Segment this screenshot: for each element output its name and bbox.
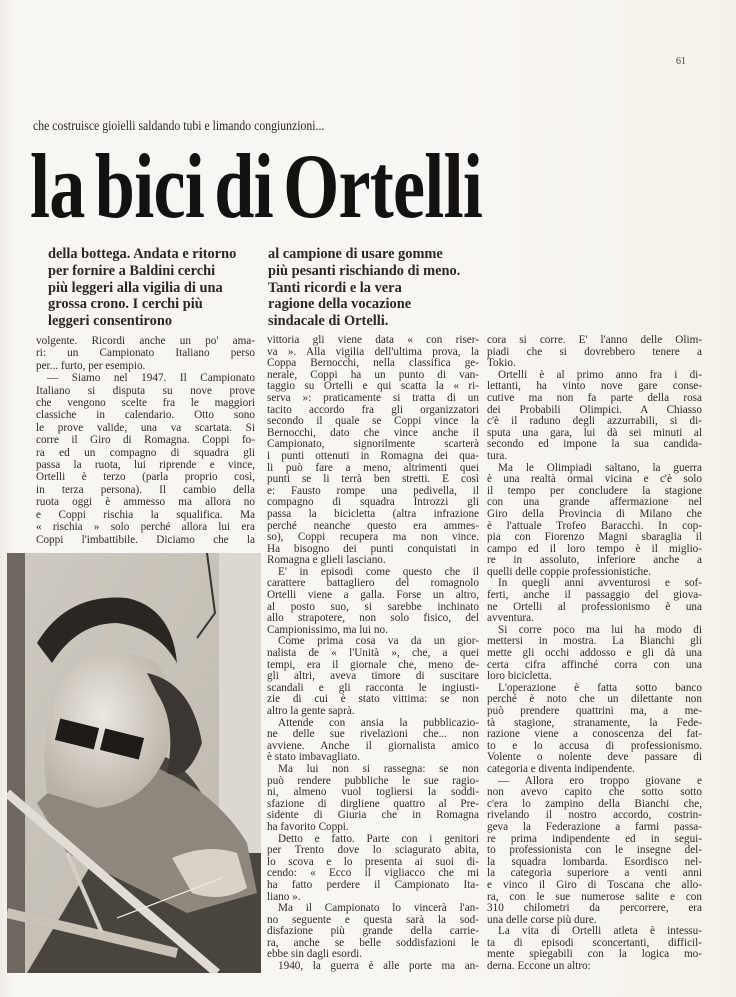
text-line: Ma lui non si rassegna: se non: [278, 762, 479, 775]
body-column-1: [36, 335, 255, 546]
page-number: 61: [676, 56, 686, 67]
text-line: è l'attuale Trofeo Baracchi. In cop-: [487, 519, 702, 532]
text-line: sfazione di dirgliene quattro al Pre-: [267, 797, 479, 810]
paragraph: [487, 625, 702, 683]
text-line: derna. Eccone un altro:: [487, 960, 591, 973]
text-line: loro bicicletta.: [487, 670, 552, 683]
text-line: altro la gente saprà.: [267, 705, 355, 717]
text-line: ferti, anche il passaggio del giova-: [487, 589, 702, 602]
text-line: Tokio.: [487, 357, 516, 370]
body-column-2: [267, 335, 479, 973]
paragraph: [267, 834, 479, 904]
text-line: c'era lo zampino della Bianchi che,: [487, 797, 702, 810]
text-line: li può fare a meno, altrimenti quei: [267, 461, 479, 474]
text-line: scandali e gli racconta le ingiusti-: [267, 681, 479, 694]
text-line: volgente. Ricordi anche un po' ama-: [36, 335, 255, 347]
paragraph: [267, 961, 479, 973]
text-line: la categoria superiore a venti anni: [487, 867, 702, 880]
text-line: e: Fausto rompe una pedivella, il: [267, 484, 479, 497]
text-line: E' in episodi come questo che il: [278, 565, 479, 578]
text-line: carattere battagliero del romagnolo: [267, 577, 479, 590]
text-line: Detto e fatto. Parte con i genitori: [278, 832, 479, 845]
text-line: « rischia » solo perché allora lui era: [36, 521, 255, 534]
text-line: Attende con ansia la pubblicazio-: [278, 716, 479, 729]
text-line: Volente o nolente deve passare di: [487, 751, 702, 764]
text-line: ri: un Campionato Italiano perso: [36, 347, 255, 360]
text-line: ruota oggi è ammesso ma allora no: [36, 496, 255, 509]
text-line: Si corre poco ma lui ha modo di: [498, 623, 702, 636]
text-line: è una realtà ormai vicina e c'è solo: [487, 473, 702, 486]
text-line: gli altri, aveva timore di suscitare: [267, 670, 479, 683]
text-line: serva »: praticamente si tratta di un: [267, 391, 479, 404]
text-line: razione viene a conoscenza del fat-: [487, 728, 702, 741]
text-line: dei Probabili Olimpici. A Chiasso: [487, 403, 702, 416]
text-line: Ortelli viene a galla. Forse un altro,: [267, 589, 479, 602]
text-line: ni, almeno vuol togliersi la soddi-: [267, 786, 479, 799]
text-line: In quegli anni avventurosi e sof-: [498, 577, 702, 590]
text-line: Coppa Bernocchi, nella classifica ge-: [267, 357, 479, 370]
text-line: Ortelli è al primo anno fra i di-: [498, 368, 702, 381]
text-line: no seguente e questa sarà la sod-: [267, 913, 479, 926]
text-line: al posto suo, si sarebbe inchinato: [267, 600, 479, 613]
text-line: lettanti, ha vinto nove gare conse-: [487, 380, 702, 393]
text-line: nalista de « l'Unità », che, a quei: [267, 647, 479, 660]
text-line: Coppi l'imbattibile. Diciamo che la: [36, 533, 255, 546]
text-line: sidente di Giuria che in Romagna: [267, 809, 479, 822]
lead-line: al campione di usare gomme: [268, 246, 443, 262]
text-line: ra, anche se belle soddisfazioni le: [267, 936, 479, 949]
lead-right: [268, 246, 460, 330]
text-line: tà stagione, stranamente, la Fede-: [487, 716, 702, 729]
text-line: passa la ruota, lui riprende e vince,: [36, 459, 255, 472]
paragraph: [36, 372, 255, 546]
text-line: mente spiegabili con la logica mo-: [487, 948, 702, 961]
text-line: punti se li terrà ben stretti. E così: [267, 473, 479, 486]
text-line: Ha bisogno dei punti conquistati in: [267, 542, 479, 555]
text-line: certa cifra affinché corra con una: [487, 658, 702, 671]
text-line: liano ».: [267, 890, 301, 903]
text-line: so), Coppi recupera ma non vince.: [267, 531, 479, 544]
text-line: Ma le Olimpiadi saltano, la guerra: [498, 461, 702, 474]
text-line: corre il Giro di Romagna. Coppi fo-: [36, 434, 255, 447]
text-line: nerale, Coppi ha un punto di van-: [267, 368, 479, 381]
paragraph: [487, 926, 702, 972]
text-line: le prove valide, una va scartata. Si: [36, 421, 255, 434]
text-line: cutive ma non fa parte della rosa: [487, 391, 702, 404]
paragraph: [267, 903, 479, 961]
text-line: geva la Federazione a farmi passa-: [487, 820, 702, 833]
text-line: Romagna e glieli lasciano.: [267, 554, 386, 567]
lead-line: più pesanti rischiando di meno.: [268, 262, 461, 279]
lead-line: leggeri consentirono: [48, 313, 173, 330]
text-line: una delle corse più dure.: [487, 913, 597, 926]
text-line: cendo: « Ecco il vigliacco che mi: [267, 867, 479, 880]
text-line: lo scova e lo presenta ai suoi di-: [267, 855, 479, 868]
lead-left: [48, 246, 236, 330]
text-line: — Allora ero troppo giovane e: [498, 774, 702, 787]
paragraph: [487, 578, 702, 624]
text-line: secondo ed impone la sua candida-: [487, 438, 702, 451]
text-line: Giro della Provincia di Milano che: [487, 507, 702, 520]
text-line: perché è noto che un dilettante non: [487, 693, 702, 706]
text-line: L'operazione è fatta sotto banco: [498, 681, 702, 694]
article-kicker: che costruisce gioielli saldando tubi e limando congiunzioni...: [33, 119, 325, 134]
paragraph: [36, 335, 255, 372]
text-line: re prima indipendente ed in segui-: [487, 832, 702, 845]
paragraph: [267, 718, 479, 764]
text-line: ha favorito Coppi.: [267, 820, 349, 833]
text-line: cora si corre. E' l'anno delle Olim-: [487, 334, 702, 346]
text-line: c'è il raduno degli azzurrabili, si di-: [487, 415, 702, 428]
article-photo: [7, 553, 261, 973]
lead-line: Tanti ricordi e la vera: [268, 279, 402, 296]
text-line: passa la bicicletta (altra infrazione: [267, 507, 479, 520]
paragraph: [487, 776, 702, 927]
text-line: 310 chilometri da percorrere, era: [487, 902, 702, 915]
paragraph: [487, 335, 702, 370]
text-line: piadi che si dovrebbero tenere a: [487, 345, 702, 358]
text-line: tura.: [487, 449, 508, 462]
text-line: non avevo capito che sotto sotto: [487, 786, 702, 799]
text-line: tacito accordo fra gli organizzatori: [267, 403, 479, 416]
text-line: secondo il quale se Coppi vince la: [267, 415, 479, 428]
text-line: ebbe sin dagli esordi.: [267, 948, 363, 961]
text-line: e vinco il Giro di Toscana che allo-: [487, 878, 702, 891]
body-column-3: [487, 335, 702, 973]
text-line: per Trento dove lo sciagurato abita,: [267, 844, 479, 857]
text-line: avviene. Anche il giornalista amico: [267, 739, 479, 752]
lead-line: ragione della vocazione: [268, 296, 412, 313]
text-line: mettersi in mostra. La Bianchi gli: [487, 635, 702, 648]
text-line: sputa una gara, lui dà sei minuti al: [487, 426, 702, 439]
text-line: allo strapotere, non solo fisico, del: [267, 612, 479, 625]
text-line: ha fatto perdere il Campionato Ita-: [267, 878, 479, 891]
text-line: vittoria gli viene data « con riser-: [267, 334, 479, 346]
lead-line: sindacale di Ortelli.: [268, 313, 389, 330]
text-line: il tempo per concludere la stagione: [487, 484, 702, 497]
paragraph: [267, 335, 479, 567]
text-line: Come prima cosa va da un gior-: [278, 635, 479, 648]
text-line: ne delle sue rivelazioni che... non: [267, 728, 479, 741]
text-line: categoria e diventa indipendente.: [487, 762, 635, 775]
text-line: Campionato, signorilmente scarterà: [267, 438, 479, 451]
text-line: è stato imbavagliato.: [267, 751, 360, 764]
text-line: tempi, era il giornale che, meno de-: [267, 658, 479, 671]
text-line: ra, con le sue numerose salite e con: [487, 890, 702, 903]
text-line: Ortelli è terzo (parla proprio così,: [36, 471, 255, 484]
text-line: rivelando il nostro accordo, costrin-: [487, 809, 702, 822]
article-title: la bici di Ortelli: [30, 135, 483, 237]
text-line: Ma il Campionato lo vincerà l'an-: [278, 902, 479, 915]
text-line: va ». Alla vigilia dell'ultima prova, la: [267, 345, 479, 358]
text-line: ta di episodi sconcertanti, difficil-: [487, 936, 702, 949]
text-line: zie di cui è stato vittima: se non: [267, 693, 479, 706]
text-line: re in assoluto, inferiore anche a: [487, 554, 702, 567]
text-line: ne Ortelli al professionismo è una: [487, 600, 702, 613]
text-line: perché neanche questo era ammes-: [267, 519, 479, 532]
text-line: per... furto, per esempio.: [36, 359, 146, 372]
text-line: che vengono scelte fra le maggiori: [36, 397, 255, 410]
lead-line: per fornire a Baldini cerchi: [48, 262, 216, 279]
text-line: e Coppi rischia la squalifica. Ma: [36, 508, 255, 521]
text-line: La vita di Ortelli atleta è intessu-: [498, 925, 702, 938]
text-line: taggio su Ortelli e qui scatta la « ri-: [267, 380, 479, 393]
text-line: classiche in calendario. Otto sono: [36, 409, 255, 422]
text-line: campo ed il loro tempo è il miglio-: [487, 542, 702, 555]
text-line: può prendere quattrini ma, a me-: [487, 705, 702, 717]
text-line: to e lo accusa di professionismo.: [487, 739, 702, 752]
text-line: in terza persona). Il cambio della: [36, 483, 255, 496]
paragraph: [267, 764, 479, 834]
text-line: — Siamo nel 1947. Il Campionato: [47, 372, 255, 385]
lead-line: più leggeri alla vigilia di una: [48, 279, 223, 296]
text-line: Italiano si disputa su nove prove: [36, 384, 255, 397]
text-line: 1940, la guerra è alle porte ma an-: [278, 960, 479, 973]
text-line: i punti ottenuti in Romagna dei qua-: [267, 449, 479, 462]
lead-line: grossa crono. I cerchi più: [48, 296, 203, 313]
paragraph: [267, 567, 479, 637]
text-line: pia con Fiorenzo Magni sbaraglia il: [487, 531, 702, 544]
paragraph: [487, 683, 702, 776]
text-line: la squadra lombarda. Esordisco nel-: [487, 855, 702, 868]
text-line: avventura.: [487, 612, 534, 625]
text-line: compagno di squadra Introzzi gli: [267, 496, 479, 509]
paragraph: [487, 370, 702, 463]
text-line: con una grande affermazione nel: [487, 496, 702, 509]
paragraph: [487, 463, 702, 579]
lead-line: della bottega. Andata e ritorno: [48, 246, 237, 262]
text-line: Campionissimo, ma lui no.: [267, 623, 388, 636]
text-line: disfazione più grande della carrie-: [267, 925, 479, 938]
text-line: quelli delle coppie professionistiche.: [487, 565, 652, 578]
text-line: ra ed un compagno di squadra gli: [36, 446, 255, 459]
paragraph: [267, 636, 479, 717]
text-line: to professionista con le insegne del-: [487, 844, 702, 857]
text-line: può rendere pubbliche le sue ragio-: [267, 774, 479, 787]
text-line: Bernocchi, dato che vince anche il: [267, 426, 479, 439]
text-line: mette gli occhi addosso e gli dà una: [487, 647, 702, 660]
